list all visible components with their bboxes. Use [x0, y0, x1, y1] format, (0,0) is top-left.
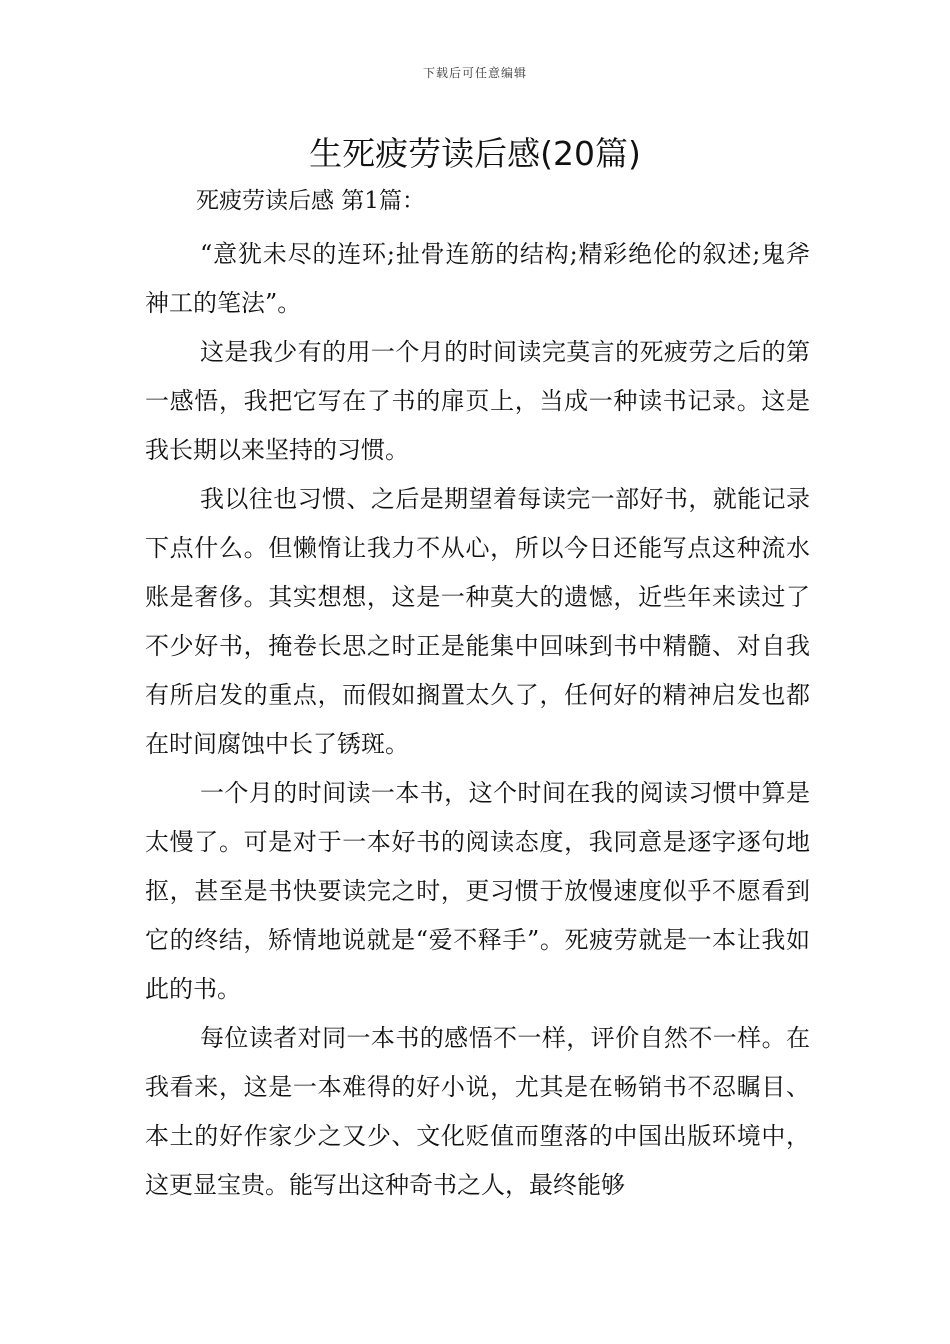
- document-body: [145, 230, 810, 1210]
- paragraph: 这是我少有的用一个月的时间读完莫言的死疲劳之后的第一感悟，我把它写在了书的扉页上，当成一种读书记录。这是我长期以来坚持的习惯。: [145, 338, 810, 464]
- paragraph: “意犹未尽的连环;扯骨连筋的结构;精彩绝伦的叙述;鬼斧神工的笔法”。: [145, 240, 810, 317]
- paragraph: 每位读者对同一本书的感悟不一样，评价自然不一样。在我看来，这是一本难得的好小说，尤其是在畅销书不忍瞩目、本土的好作家少之又少、文化贬值而堕落的中国出版环境中，这更显宝贵。能写出这种奇书之人，最终能够: [145, 1024, 810, 1199]
- paragraph: 一个月的时间读一本书，这个时间在我的阅读习惯中算是太慢了。可是对于一本好书的阅读态度，我同意是逐字逐句地抠，甚至是书快要读完之时，更习惯于放慢速度似乎不愿看到它的终结，矫情地说就是“爱不释手”。死疲劳就是一本让我如此的书。: [145, 779, 810, 1003]
- header-note: 下载后可任意编辑: [422, 66, 527, 80]
- section-subtitle: 死疲劳读后感 第1篇：: [196, 188, 425, 214]
- paragraph: 我以往也习惯、之后是期望着每读完一部好书，就能记录下点什么。但懒惰让我力不从心，所以今日还能写点这种流水账是奢侈。其实想想，这是一种莫大的遗憾，近些年来读过了不少好书，掩卷长思之时正是能集中回味到书中精髓、对自我有所启发的重点，而假如搁置太久了，任何好的精神启发也都在时间腐蚀中长了锈斑。: [145, 485, 810, 758]
- document-title: 生死疲劳读后感(20篇): [309, 134, 641, 173]
